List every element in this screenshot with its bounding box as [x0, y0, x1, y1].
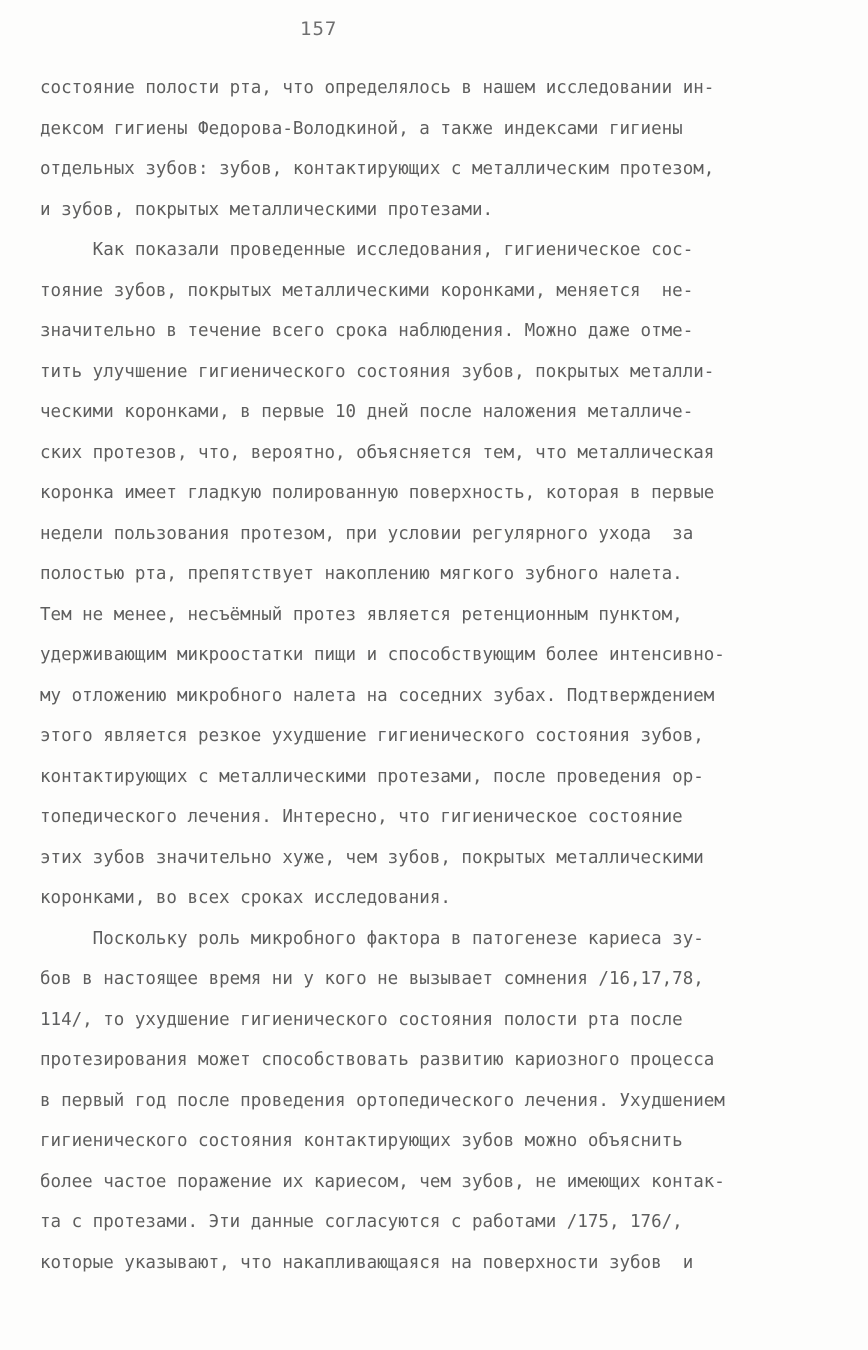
text-line: значительно в течение всего срока наблюдения. Можно даже отме-	[40, 321, 694, 341]
text-line: Тем не менее, несъёмный протез является ретенционным пунктом,	[40, 604, 683, 625]
text-line: этого является резкое ухудшение гигиенического состояния зубов,	[40, 726, 704, 746]
text-line: коронками, во всех сроках исследования.	[40, 888, 451, 908]
text-line: в первый год после проведения ортопедического лечения. Ухудшением	[40, 1090, 725, 1111]
text-line: полостью рта, препятствует накоплению мягкого зубного налета.	[40, 564, 683, 584]
text-line: 114/, то ухудшение гигиенического состояния полости рта после	[40, 1009, 683, 1030]
text-line: му отложению микробного налета на соседних зубах. Подтверждением	[40, 685, 715, 706]
text-line: гигиенического состояния контактирующих зубов можно объяснить	[40, 1131, 683, 1151]
text-line: недели пользования протезом, при условии регулярного ухода за	[40, 523, 694, 544]
text-line: дексом гигиены Федорова-Володкиной, а также индексами гигиены	[40, 118, 683, 139]
text-line: коронка имеет гладкую полированную поверхность, которая в первые	[40, 483, 715, 503]
text-line: бов в настоящее время ни у кого не вызывает сомнения /16,17,78,	[40, 969, 704, 989]
text-line: Поскольку роль микробного фактора в патогенезе кариеса зу-	[40, 928, 704, 949]
text-line: более частое поражение их кариесом, чем зубов, не имеющих контак-	[40, 1171, 725, 1192]
text-line: контактирующих с металлическими протезами, после проведения ор-	[40, 766, 704, 787]
text-line: состояние полости рта, что определялось в нашем исследовании ин-	[40, 78, 715, 98]
page-number: 157	[300, 18, 338, 40]
text-line: отдельных зубов: зубов, контактирующих с металлическим протезом,	[40, 159, 715, 179]
text-line: ских протезов, что, вероятно, объясняется тем, что металлическая	[40, 442, 715, 463]
text-line: протезирования может способствовать развитию кариозного процесса	[40, 1050, 715, 1070]
text-line: тояние зубов, покрытых металлическими коронками, меняется не-	[40, 280, 694, 301]
text-line: и зубов, покрытых металлическими протезами.	[40, 199, 494, 220]
body-text	[40, 68, 840, 1283]
text-line: ческими коронками, в первые 10 дней после наложения металличе-	[40, 402, 694, 422]
text-line: которые указывают, что накапливающаяся на поверхности зубов и	[40, 1252, 694, 1273]
text-line: Как показали проведенные исследования, гигиеническое сос-	[40, 240, 694, 260]
text-line: удерживающим микроостатки пищи и способствующим более интенсивно-	[40, 645, 725, 665]
text-line: тить улучшение гигиенического состояния зубов, покрытых металли-	[40, 361, 715, 382]
text-line: та с протезами. Эти данные согласуются с работами /175, 176/,	[40, 1212, 683, 1232]
text-line: топедического лечения. Интересно, что гигиеническое состояние	[40, 807, 683, 827]
text-line: этих зубов значительно хуже, чем зубов, покрытых металлическими	[40, 847, 704, 868]
